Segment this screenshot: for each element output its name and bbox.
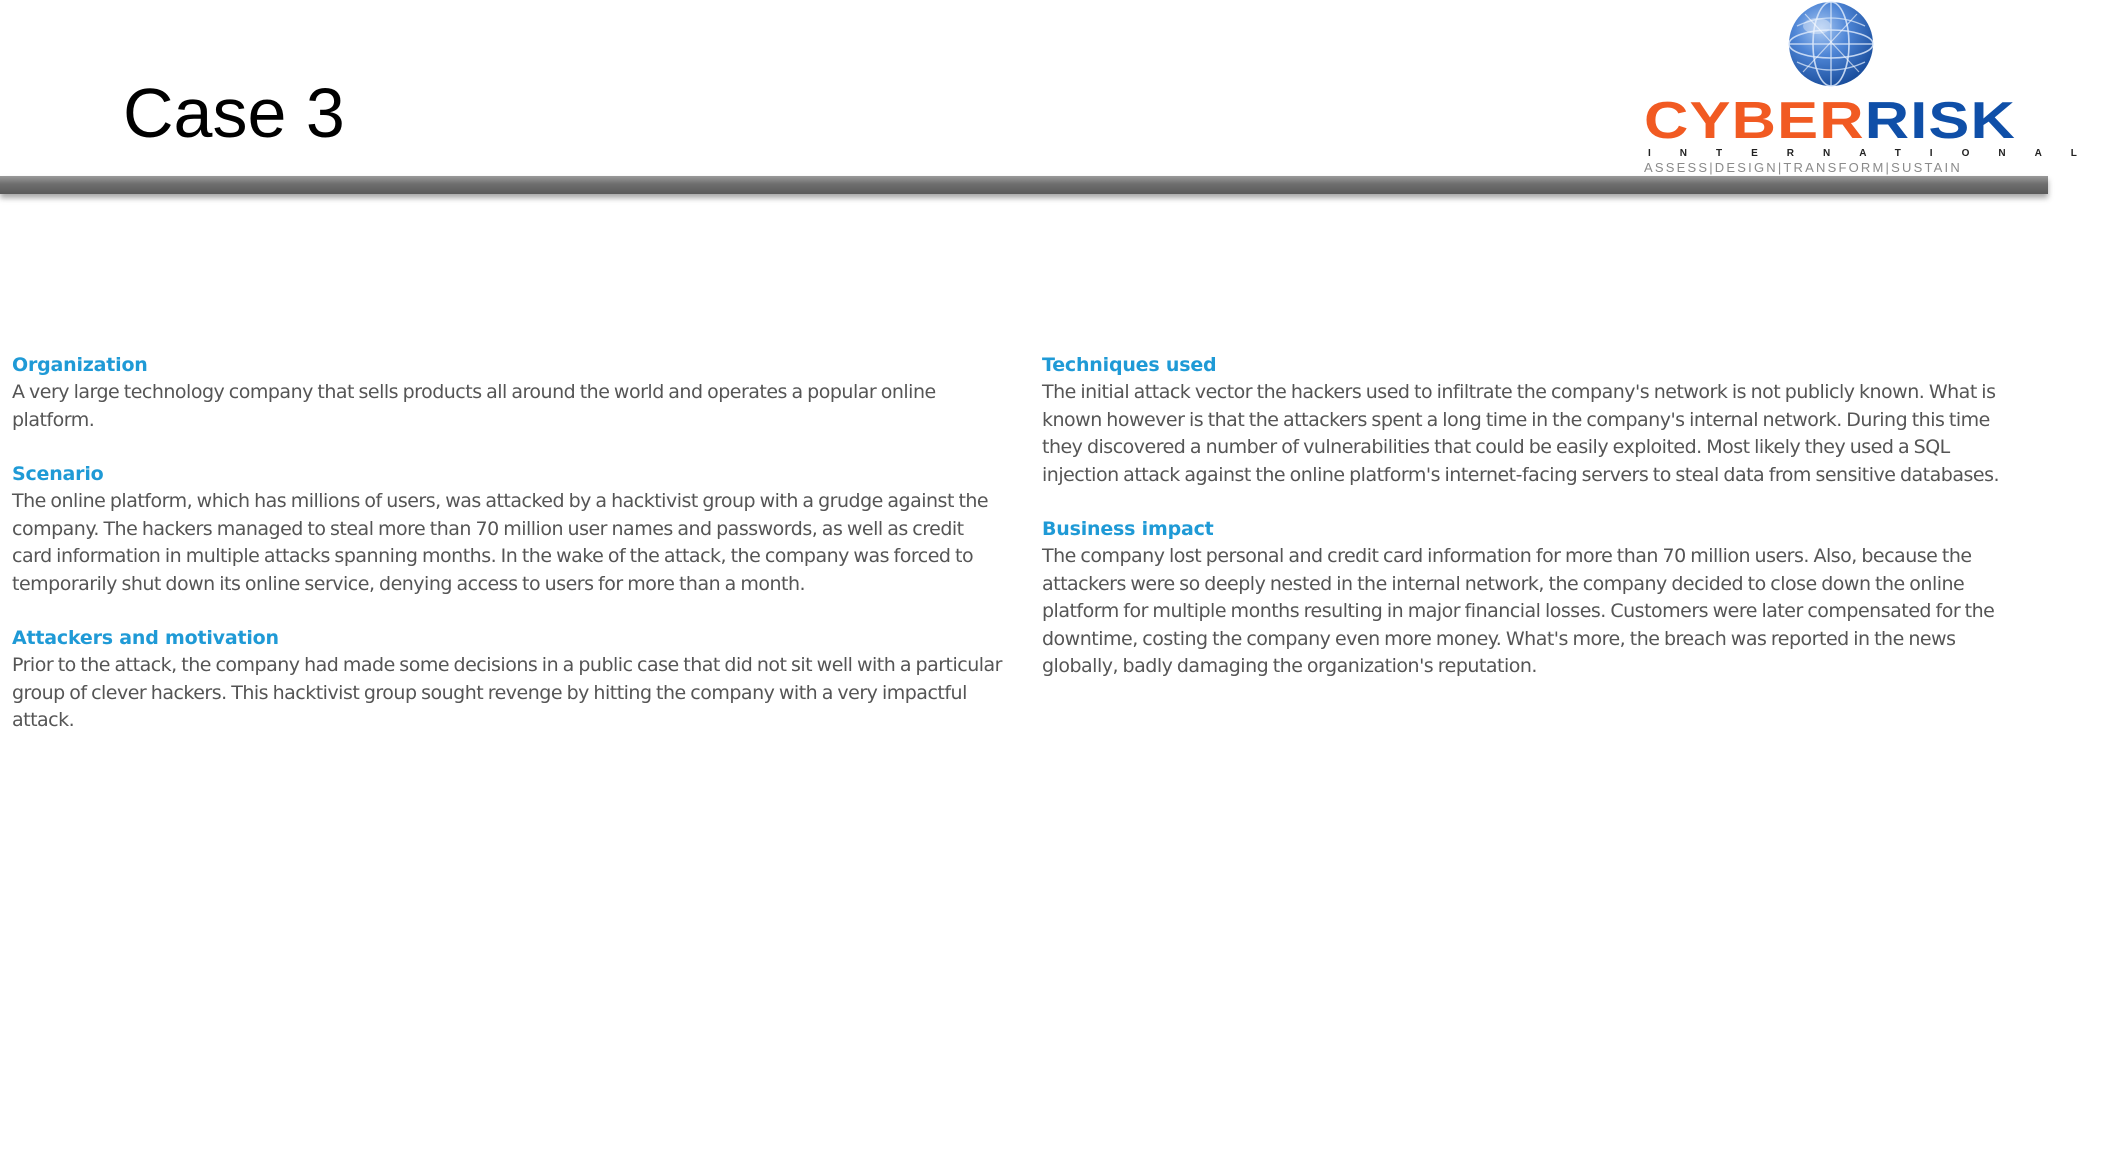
section-body: Prior to the attack, the company had made some decisions in a public case that did not sit well with a particular group of clever hackers. This hacktivist group sought revenge by hitting the company with a very impactful attack. bbox=[12, 654, 1002, 731]
section-heading: Scenario bbox=[12, 463, 104, 485]
section-heading: Attackers and motivation bbox=[12, 627, 279, 649]
logo-tagline: ASSESS|DESIGN|TRANSFORM|SUSTAIN bbox=[1644, 160, 1962, 175]
section-body: The initial attack vector the hackers used to infiltrate the company's network is not publicly known. What is known however is that the attackers spent a long time in the company's internal network. During this time they discovered a number of vulnerabilities that could be easily exploited. Most likely they used a SQL injection attack against the online platform's internet-facing servers to steal data from sensitive databases. bbox=[1042, 381, 2000, 486]
section-heading: Business impact bbox=[1042, 518, 1214, 540]
section-business-impact bbox=[1042, 516, 2026, 681]
globe-icon bbox=[1785, 0, 1877, 92]
section-techniques-used bbox=[1042, 352, 2026, 489]
section-attackers-motivation bbox=[12, 625, 1002, 735]
cyberrisk-logo bbox=[1640, 0, 2106, 176]
case-content bbox=[0, 340, 2048, 780]
slide-title: Case 3 bbox=[123, 74, 345, 152]
logo-international: INTERNATIONAL bbox=[1648, 148, 2106, 159]
section-body: A very large technology company that sells products all around the world and operates a popular online platform. bbox=[12, 381, 936, 431]
section-heading: Organization bbox=[12, 354, 148, 376]
logo-wordmark bbox=[1644, 92, 2107, 150]
left-column bbox=[12, 352, 1002, 762]
section-scenario bbox=[12, 461, 1002, 598]
section-organization bbox=[12, 352, 1002, 434]
logo-word-risk: RISK bbox=[1864, 92, 2017, 150]
logo-word-cyber: CYBER bbox=[1644, 92, 1865, 150]
right-column bbox=[1042, 352, 2026, 708]
title-divider-bar bbox=[0, 176, 2048, 194]
section-heading: Techniques used bbox=[1042, 354, 1217, 376]
section-body: The company lost personal and credit card information for more than 70 million users. Also, because the attackers were so deeply nested in the internal network, the company decided to close down the online platform for multiple months resulting in major financial losses. Customers were later compensated for the downtime, costing the company even more money. What's more, the breach was reported in the news globally, badly damaging the organization's reputation. bbox=[1042, 545, 1995, 677]
section-body: The online platform, which has millions of users, was attacked by a hacktivist group with a grudge against the company. The hackers managed to steal more than 70 million user names and passwords, as well as credit card information in multiple attacks spanning months. In the wake of the attack, the company was forced to temporarily shut down its online service, denying access to users for more than a month. bbox=[12, 490, 989, 595]
